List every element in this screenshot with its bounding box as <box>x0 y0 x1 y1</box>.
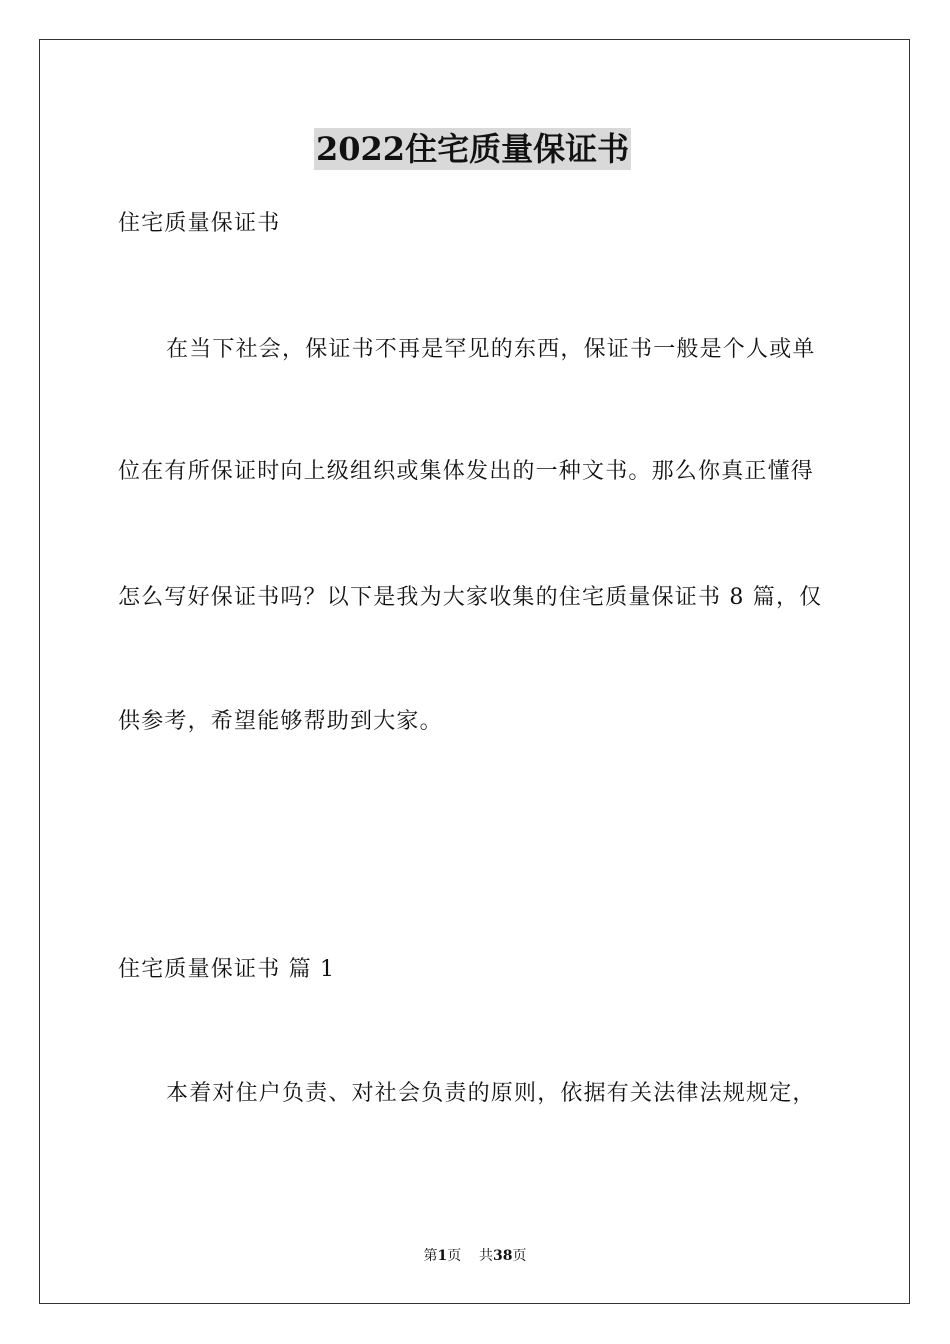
footer-total-number: 38 <box>493 1248 513 1264</box>
document-title: 2022住宅质量保证书 <box>316 130 630 168</box>
section-paragraph-line-1: 本着对住户负责、对社会负责的原则，依据有关法律法规规定， <box>166 1081 816 1106</box>
footer-total-prefix: 共 <box>479 1248 494 1264</box>
document-subtitle: 住宅质量保证书 <box>118 211 281 236</box>
footer-total-suffix: 页 <box>512 1248 527 1264</box>
intro-line-1: 在当下社会，保证书不再是罕见的东西，保证书一般是个人或单 <box>166 337 816 362</box>
footer-page-suffix: 页 <box>447 1248 462 1264</box>
intro-line-4: 供参考，希望能够帮助到大家。 <box>118 709 443 734</box>
intro-line-2: 位在有所保证时向上级组织或集体发出的一种文书。那么你真正懂得 <box>118 459 815 484</box>
page-footer <box>0 1247 950 1265</box>
section-heading: 住宅质量保证书 篇 1 <box>118 957 336 982</box>
footer-page-number: 1 <box>437 1248 448 1264</box>
footer-page-prefix: 第 <box>423 1248 438 1264</box>
intro-line-3: 怎么写好保证书吗？以下是我为大家收集的住宅质量保证书 8 篇，仅 <box>118 585 823 610</box>
